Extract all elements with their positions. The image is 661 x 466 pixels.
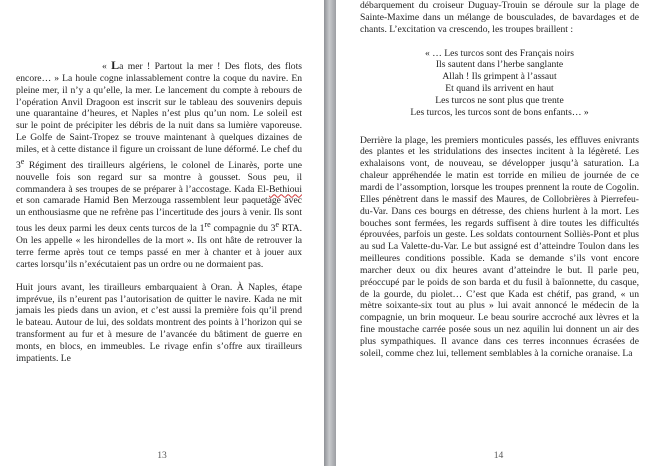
- superscript: e: [20, 156, 25, 166]
- right-paragraph-1: débarquement du croiseur Duguay-Trouin se déroule sur la plage de Sainte-Maxime dans un mélange de bousculades, de bavardages et de chants. L’excitation va crescendo, les troupes braillent :: [360, 0, 639, 35]
- left-paragraph-2: Huit jours avant, les tirailleurs embarquaient à Oran. À Naples, étape imprévue, ils n’eurent pas l’autorisation de quitter le navire. Kada ne mit jamais les pieds dans un avion, et c’est aussi la première fois qu’il prend le bateau. Autour de lui, des soldats montrent des points à l’horizon qui se transforment au fur et à mesure de l’avancée du bâtiment de guerre en monts, en blocs, en immeubles. Le rivage enfin s’offre aux tirailleurs impatients. Le: [16, 281, 302, 364]
- left-page: [0, 0, 324, 466]
- verse-line: Allah ! Ils grimpent à l’assaut: [442, 71, 557, 83]
- opening-quote: «: [102, 61, 112, 72]
- verse-line: Ils sautent dans l’herbe sanglante: [435, 59, 564, 71]
- verse-line: Et quand ils arrivent en haut: [445, 83, 554, 95]
- verse-line: « … Les turcos sont des Français noirs: [425, 47, 574, 59]
- page-number: 13: [157, 450, 167, 461]
- song-verse: [360, 48, 639, 119]
- spellcheck-flagged-word[interactable]: Bethioui: [268, 183, 302, 195]
- right-page: [336, 0, 661, 466]
- page-number: 14: [493, 450, 504, 461]
- page-gutter: [324, 0, 336, 466]
- text-run: et son camarade Hamid Ben Merzouga rassemblent leur paquetage avec un enthousiasme que ne refrène pas l’incertitude des jours à venir. Ils sont tous les deux parmi les deux cents turcos de la 1: [16, 195, 302, 235]
- right-paragraph-2: Derrière la plage, les premiers monticules passés, les effluves enivrants des plantes et les stridulations des insectes incitent à la légèreté. Les exhalaisons vont, de nouveau, se développer jusqu’à saturation. La chaleur appréhendée le matin est torride en milieu de journée de ce mardi de l’assomption, lorsque les troupes prennent la route de Cogolin. Elles pénètrent dans le massif des Maures, de Collobrières à Pierrefeu-du-Var. Dans ces bourgs en détresse, des chiens hurlent à la mort. Les bouches sont fermées, les regards suffisent à dire toutes les difficultés éprouvées, parfois un geste. Les soldats contournent Solliès-Pont et plus au sud La Valette-du-Var. Le but assigné est d’atteindre Toulon dans les meilleures conditions possible. Kada se demande s’ils vont encore marcher deux ou dix heures avant d’atteindre le but. Il parle peu, préoccupé par le poids de son barda et du fusil à baïonnette, du casque, de la gourde, du piolet… C’est que Kada est chétif, pas grand, « un mètre soixante-six tout au plus » lui avait annoncé le médecin de la compagnie, un brin moqueur. Le beau sourire accroché aux lèvres et la fine moustache carrée posée sous un nez aquilin lui donnent un air des plus sympathiques. Il avance dans ces terres inconnues écrasées de soleil, comme chez lui, tellement semblables à la corniche oranaise. La: [360, 134, 639, 359]
- verse-line: Les turcos, les turcos sont de bons enfants… »: [410, 106, 589, 118]
- drop-cap: L: [111, 58, 120, 72]
- left-paragraph-1: [16, 60, 302, 271]
- superscript: re: [204, 220, 211, 230]
- verse-line: Les turcos ne sont plus que trente: [435, 94, 564, 106]
- text-run: a mer ! Partout la mer ! Des flots, des flots encore… » La houle cogne inlassablement contre la coque du navire. En pleine mer, il n’y a qu’elle, la mer. Le lancement du compte à rebours de l’opération Anvil Dragoon est inscrit sur le tableau des souvenirs depuis une quarantaine d’heures, et Naples n’est plus qu’un nom. Le soleil est sur le point de précipiter les débris de la nuit dans sa lumière vaporeuse. Le Golfe de Saint-Tropez se trouve maintenant à quelques dizaines de miles, et à cette distance il figure un croissant de lune déformé. Le chef du 3: [16, 61, 302, 171]
- text-run: RTA. On les appelle « les hirondelles de la mort ». Ils ont hâte de retrouver la terre ferme après tout ce temps passé en mer à chanter et à jouer aux cartes lorsqu’ils n’exécutaient pas un ordre ou ne dormaient pas.: [16, 223, 302, 270]
- superscript: e: [275, 220, 279, 230]
- text-run: compagnie du 3: [210, 223, 276, 235]
- text-run: Régiment des tirailleurs algériens, le colonel de Linarès, porte une nouvelle fois son regard sur sa montre à gousset. Sous peu, il commandera à ses troupes de se préparer à l’accostage. Kada El-: [16, 159, 302, 195]
